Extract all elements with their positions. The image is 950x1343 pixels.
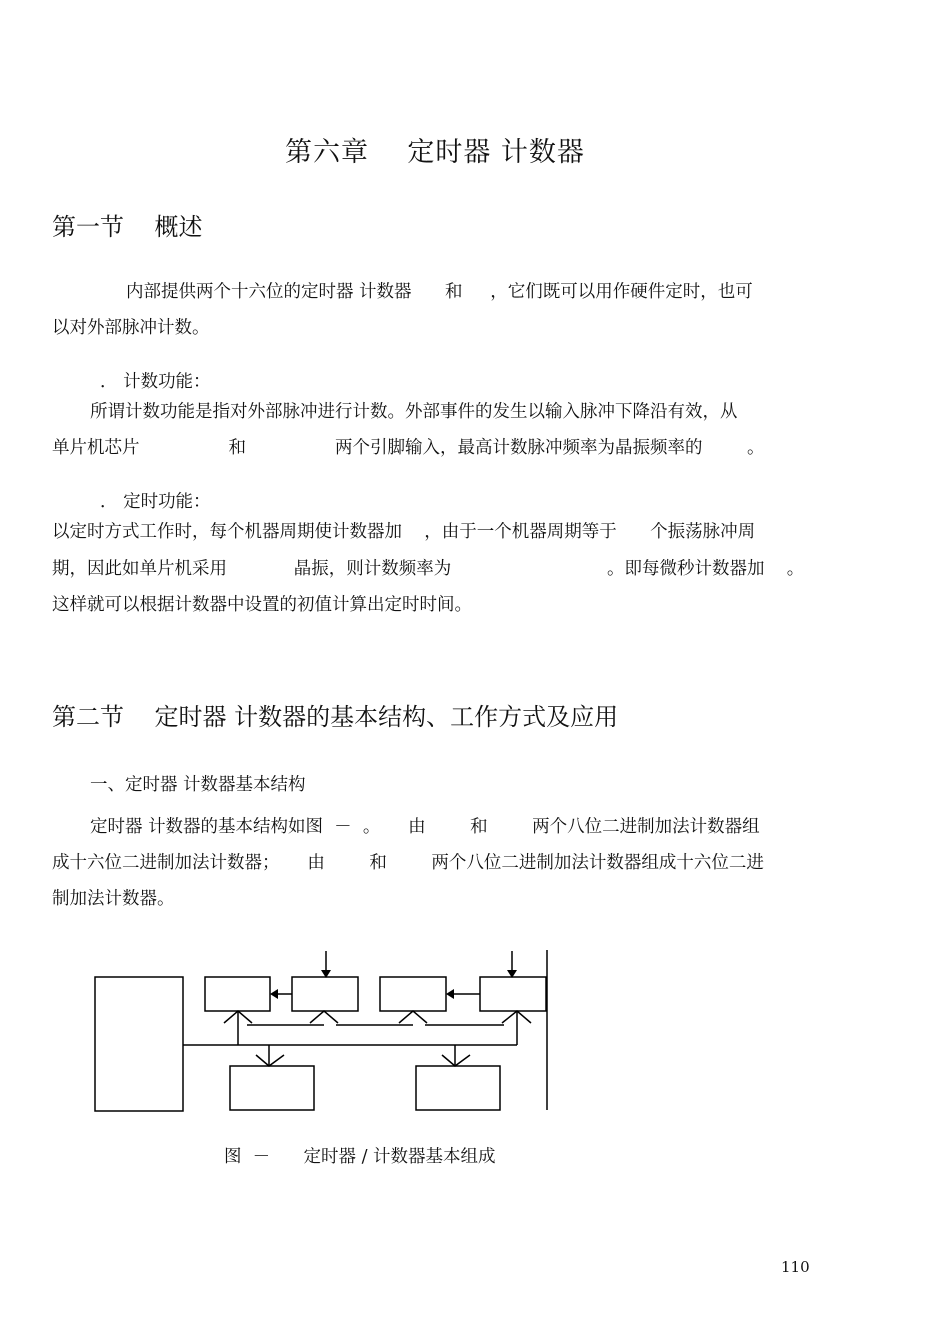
chapter-title: 第六章 定时器 计数器: [285, 137, 585, 168]
register-box-3: [380, 977, 446, 1011]
timing-paragraph-line-2: 期，因此如单片机采用 晶振，则计数频率为 。即每微秒计数器加 。: [52, 559, 805, 579]
link-arrow-head-1: [270, 989, 278, 999]
mode-register-box: [230, 1066, 314, 1110]
page-number: 110: [781, 1258, 810, 1276]
section-1-title: 第一节 概述: [52, 213, 203, 241]
structure-paragraph-line-1: 定时器 计数器的基本结构如图 － 。 由 和 两个八位二进制加法计数器组: [90, 817, 760, 837]
chevron-arrow-3: [399, 1011, 427, 1023]
intro-paragraph-line-1: 内部提供两个十六位的定时器 计数器 和 ，它们既可以用作硬件定时，也可: [126, 282, 753, 302]
structure-paragraph-line-3: 制加法计数器。: [52, 889, 175, 909]
structure-paragraph-line-2: 成十六位二进制加法计数器； 由 和 两个八位二进制加法计数器组成十六位二进: [52, 853, 764, 873]
cpu-block: [95, 977, 183, 1111]
control-register-box: [416, 1066, 500, 1110]
counting-paragraph-line-2: 单片机芯片 和 两个引脚输入，最高计数脉冲频率为晶振频率的 。: [52, 438, 765, 458]
timing-function-heading: ． 定时功能：: [100, 492, 211, 512]
chevron-arrow-6: [442, 1055, 470, 1066]
figure-caption: 图 － 定时器 / 计数器基本组成: [224, 1147, 496, 1167]
register-box-4: [480, 977, 546, 1011]
counting-paragraph-line-1: 所谓计数功能是指对外部脉冲进行计数。外部事件的发生以输入脉冲下降沿有效，从: [90, 402, 738, 422]
basic-structure-subheading: 一、定时器 计数器基本结构: [90, 775, 306, 795]
timing-paragraph-line-3: 这样就可以根据计数器中设置的初值计算出定时时间。: [52, 595, 472, 615]
timing-paragraph-line-1: 以定时方式工作时，每个机器周期使计数器加 ，由于一个机器周期等于 个振荡脉冲周: [52, 522, 756, 542]
chevron-arrow-2: [310, 1011, 338, 1023]
register-box-2: [292, 977, 358, 1011]
section-2-title: 第二节 定时器 计数器的基本结构、工作方式及应用: [52, 703, 619, 731]
timer-counter-structure-diagram: [80, 945, 560, 1115]
chevron-arrow-5: [256, 1055, 284, 1066]
register-box-1: [205, 977, 270, 1011]
intro-paragraph-line-2: 以对外部脉冲计数。: [52, 318, 210, 338]
link-arrow-head-2: [446, 989, 454, 999]
counting-function-heading: ． 计数功能：: [100, 372, 211, 392]
